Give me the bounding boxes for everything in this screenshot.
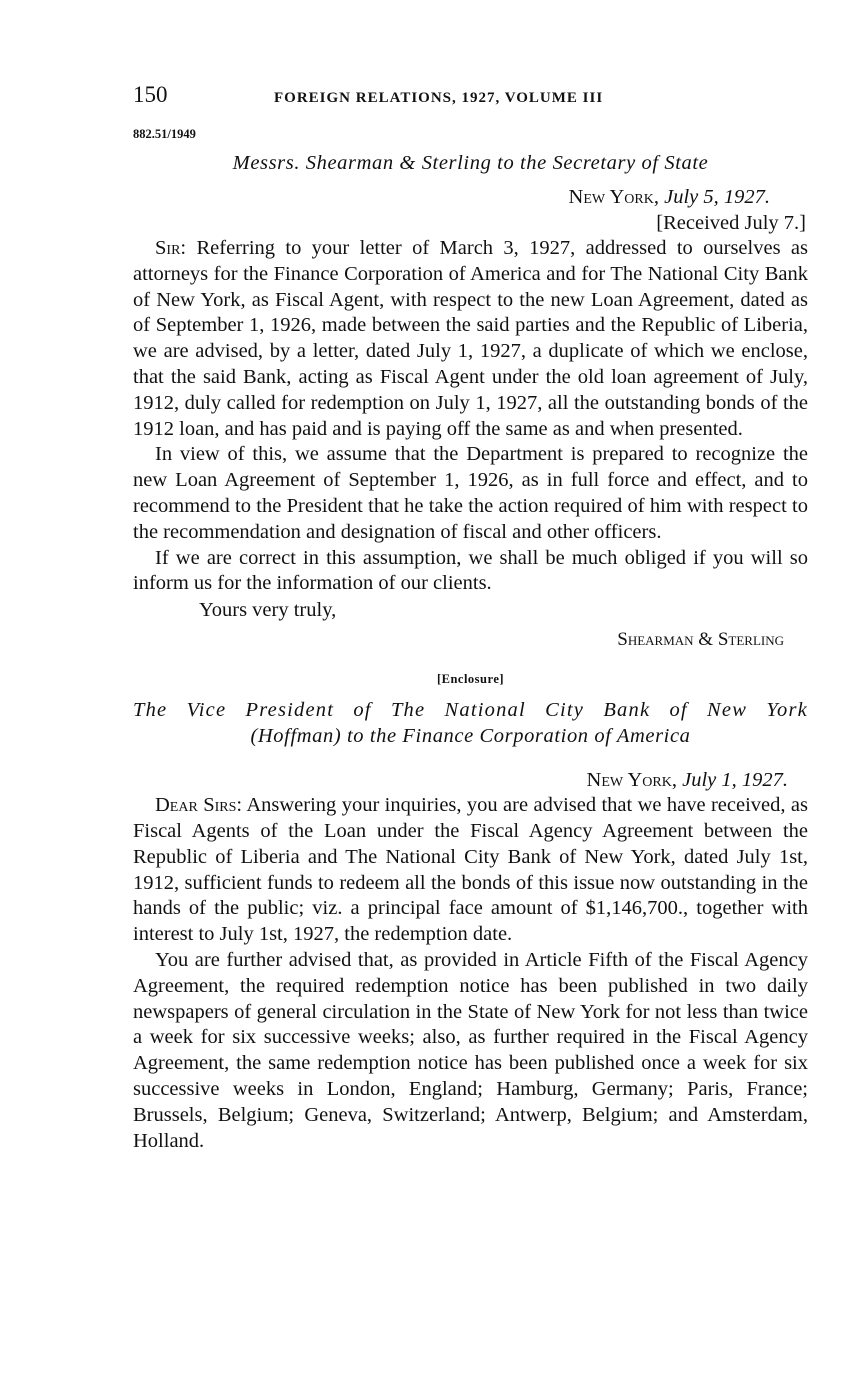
enclosure-dateline: [133, 767, 808, 793]
letter-dateline: [133, 184, 808, 210]
page-number: 150: [133, 82, 168, 107]
file-number: 882.51/1949: [133, 127, 196, 141]
enclosure-label: [Enclosure]: [436, 672, 505, 687]
letter-paragraph: In view of this, we assume that the Department is prepared to recognize the new Loan Agreement of September 1, 1926, as in full force and effect, and to recommend to the President that he take the action required of him with respect to the recommendation and designation of fiscal and other officers.: [133, 443, 808, 543]
received-date: [Received July 7.]: [656, 212, 806, 234]
dateline-date: July 1, 1927.: [682, 769, 788, 792]
letter-heading: Messrs. Shearman & Sterling to the Secretary of State: [232, 152, 709, 174]
enclosure-heading-line1: The Vice President of The National City Bank of New York: [133, 699, 808, 722]
paragraph-text: : Referring to your letter of March 3, 1927, addressed to ourselves as attorneys for the Finance Corporation of America and for The National City Bank of New York, as Fiscal Agent, with respect to the new Loan Agreement, dated as of September 1, 1926, made between the said parties and the Republic of Liberia, we are advised, by a letter, dated July 1, 1927, a duplicate of which we enclose, that the said Bank, acting as Fiscal Agent under the old loan agreement of July, 1912, duly called for redemption on July 1, 1927, all the outstanding bonds of the 1912 loan, and has paid and is paying off the same as and when presented.: [133, 237, 808, 440]
dateline-place: New York,: [586, 769, 677, 792]
dateline-date: July 5, 1927.: [664, 186, 770, 208]
enclosure-heading-line2: (Hoffman) to the Finance Corporation of America: [250, 725, 691, 748]
document-page: [133, 80, 808, 1154]
salutation: Sir: [155, 237, 181, 259]
paragraph-text: : Answering your inquiries, you are advised that we have received, as Fiscal Agents of the Loan under the Fiscal Agency Agreement between the Republic of Liberia and The National City Bank of New York, dated July 1st, 1912, sufficient funds to redeem all the bonds of this issue now outstanding in the hands of the public; viz. a principal face amount of $1,146,700., together with interest to July 1st, 1927, the redemption date.: [133, 794, 808, 946]
closing: Yours very truly,: [199, 599, 337, 622]
running-title: FOREIGN RELATIONS, 1927, VOLUME III: [274, 90, 604, 106]
enclosure-paragraph: [133, 793, 808, 948]
letter-paragraph: If we are correct in this assumption, we shall be much obliged if you will so inform us for the information of our clients.: [133, 546, 808, 595]
dateline-place: New York,: [568, 186, 659, 208]
letter-paragraph: [133, 236, 808, 442]
enclosure-paragraph: You are further advised that, as provided in Article Fifth of the Fiscal Agency Agreement, the required redemption notice has been published in two daily newspapers of general circulation in the State of New York for not less than twice a week for six successive weeks; also, as further required in the Fiscal Agency Agreement, the same redemption notice has been published once a week for six successive weeks in London, England; Hamburg, Germany; Paris, France; Brussels, Belgium; Geneva, Switzerland; Antwerp, Belgium; and Amsterdam, Holland.: [133, 948, 808, 1152]
signature: Shearman & Sterling: [617, 629, 784, 651]
salutation: Dear Sirs: [155, 794, 237, 817]
running-head: [133, 80, 808, 114]
